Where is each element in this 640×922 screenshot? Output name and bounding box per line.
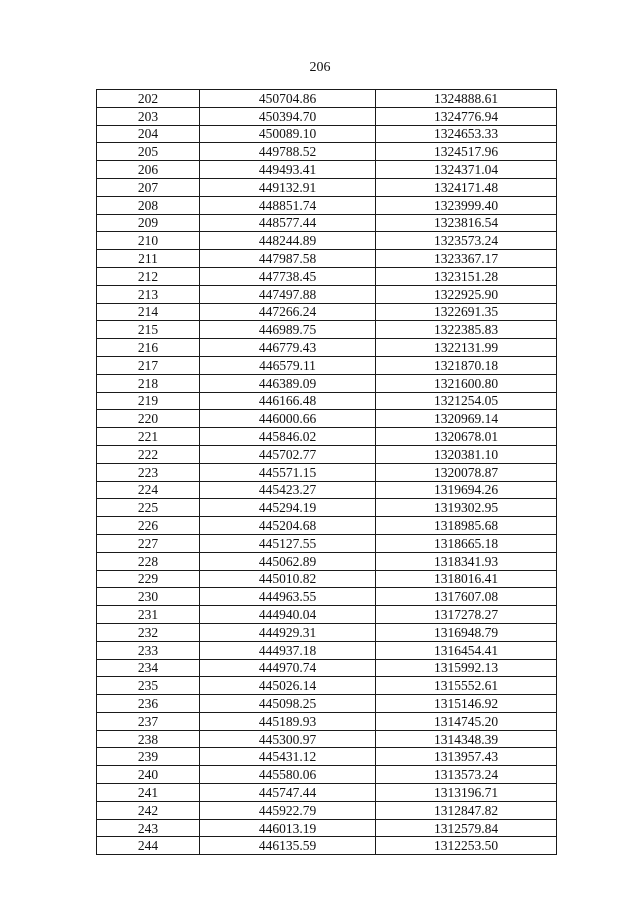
table-row <box>97 214 557 232</box>
x-coordinate-cell: 445702.77 <box>200 445 376 463</box>
table-row <box>97 428 557 446</box>
y-coordinate-cell: 1320678.01 <box>376 428 557 446</box>
point-number-cell: 228 <box>97 552 200 570</box>
table-row <box>97 730 557 748</box>
table-row <box>97 517 557 535</box>
point-number-cell: 242 <box>97 801 200 819</box>
table-row <box>97 196 557 214</box>
point-number-cell: 234 <box>97 659 200 677</box>
y-coordinate-cell: 1321254.05 <box>376 392 557 410</box>
table-row <box>97 125 557 143</box>
x-coordinate-cell: 449788.52 <box>200 143 376 161</box>
x-coordinate-cell: 447987.58 <box>200 250 376 268</box>
point-number-cell: 224 <box>97 481 200 499</box>
point-number-cell: 220 <box>97 410 200 428</box>
table-row <box>97 410 557 428</box>
point-number-cell: 229 <box>97 570 200 588</box>
coordinates-table-body <box>97 90 557 855</box>
point-number-cell: 230 <box>97 588 200 606</box>
x-coordinate-cell: 449132.91 <box>200 178 376 196</box>
table-row <box>97 695 557 713</box>
table-row <box>97 321 557 339</box>
table-row <box>97 303 557 321</box>
y-coordinate-cell: 1320381.10 <box>376 445 557 463</box>
point-number-cell: 205 <box>97 143 200 161</box>
y-coordinate-cell: 1324776.94 <box>376 107 557 125</box>
point-number-cell: 216 <box>97 339 200 357</box>
point-number-cell: 238 <box>97 730 200 748</box>
table-row <box>97 481 557 499</box>
point-number-cell: 223 <box>97 463 200 481</box>
table-row <box>97 392 557 410</box>
y-coordinate-cell: 1313196.71 <box>376 784 557 802</box>
x-coordinate-cell: 445098.25 <box>200 695 376 713</box>
page-number: 206 <box>309 60 331 75</box>
y-coordinate-cell: 1317278.27 <box>376 606 557 624</box>
y-coordinate-cell: 1323999.40 <box>376 196 557 214</box>
point-number-cell: 236 <box>97 695 200 713</box>
x-coordinate-cell: 447497.88 <box>200 285 376 303</box>
x-coordinate-cell: 447738.45 <box>200 267 376 285</box>
y-coordinate-cell: 1323573.24 <box>376 232 557 250</box>
table-row <box>97 374 557 392</box>
point-number-cell: 241 <box>97 784 200 802</box>
table-row <box>97 801 557 819</box>
x-coordinate-cell: 444937.18 <box>200 641 376 659</box>
y-coordinate-cell: 1318016.41 <box>376 570 557 588</box>
table-row <box>97 623 557 641</box>
y-coordinate-cell: 1324171.48 <box>376 178 557 196</box>
table-row <box>97 534 557 552</box>
table-row <box>97 267 557 285</box>
x-coordinate-cell: 445189.93 <box>200 712 376 730</box>
y-coordinate-cell: 1324888.61 <box>376 90 557 108</box>
point-number-cell: 210 <box>97 232 200 250</box>
x-coordinate-cell: 444929.31 <box>200 623 376 641</box>
table-row <box>97 356 557 374</box>
x-coordinate-cell: 450089.10 <box>200 125 376 143</box>
x-coordinate-cell: 445571.15 <box>200 463 376 481</box>
y-coordinate-cell: 1313573.24 <box>376 766 557 784</box>
x-coordinate-cell: 445580.06 <box>200 766 376 784</box>
x-coordinate-cell: 444963.55 <box>200 588 376 606</box>
x-coordinate-cell: 444970.74 <box>200 659 376 677</box>
table-row <box>97 90 557 108</box>
point-number-cell: 244 <box>97 837 200 855</box>
table-row <box>97 499 557 517</box>
x-coordinate-cell: 450704.86 <box>200 90 376 108</box>
table-row <box>97 659 557 677</box>
x-coordinate-cell: 445431.12 <box>200 748 376 766</box>
point-number-cell: 217 <box>97 356 200 374</box>
x-coordinate-cell: 446166.48 <box>200 392 376 410</box>
table-row <box>97 178 557 196</box>
point-number-cell: 237 <box>97 712 200 730</box>
table-row <box>97 837 557 855</box>
coordinates-table <box>96 89 557 855</box>
table-row <box>97 712 557 730</box>
point-number-cell: 235 <box>97 677 200 695</box>
x-coordinate-cell: 445204.68 <box>200 517 376 535</box>
table-row <box>97 143 557 161</box>
point-number-cell: 211 <box>97 250 200 268</box>
y-coordinate-cell: 1318665.18 <box>376 534 557 552</box>
point-number-cell: 203 <box>97 107 200 125</box>
table-row <box>97 161 557 179</box>
point-number-cell: 239 <box>97 748 200 766</box>
y-coordinate-cell: 1312579.84 <box>376 819 557 837</box>
x-coordinate-cell: 445026.14 <box>200 677 376 695</box>
y-coordinate-cell: 1323151.28 <box>376 267 557 285</box>
x-coordinate-cell: 445010.82 <box>200 570 376 588</box>
y-coordinate-cell: 1322691.35 <box>376 303 557 321</box>
point-number-cell: 212 <box>97 267 200 285</box>
point-number-cell: 243 <box>97 819 200 837</box>
x-coordinate-cell: 446989.75 <box>200 321 376 339</box>
table-row <box>97 766 557 784</box>
point-number-cell: 227 <box>97 534 200 552</box>
y-coordinate-cell: 1324517.96 <box>376 143 557 161</box>
y-coordinate-cell: 1312253.50 <box>376 837 557 855</box>
x-coordinate-cell: 445062.89 <box>200 552 376 570</box>
x-coordinate-cell: 448577.44 <box>200 214 376 232</box>
table-row <box>97 552 557 570</box>
x-coordinate-cell: 449493.41 <box>200 161 376 179</box>
point-number-cell: 231 <box>97 606 200 624</box>
table-row <box>97 570 557 588</box>
y-coordinate-cell: 1323816.54 <box>376 214 557 232</box>
table-row <box>97 677 557 695</box>
y-coordinate-cell: 1320078.87 <box>376 463 557 481</box>
table-row <box>97 606 557 624</box>
y-coordinate-cell: 1317607.08 <box>376 588 557 606</box>
x-coordinate-cell: 445747.44 <box>200 784 376 802</box>
x-coordinate-cell: 446389.09 <box>200 374 376 392</box>
point-number-cell: 209 <box>97 214 200 232</box>
y-coordinate-cell: 1318985.68 <box>376 517 557 535</box>
y-coordinate-cell: 1321870.18 <box>376 356 557 374</box>
y-coordinate-cell: 1315552.61 <box>376 677 557 695</box>
x-coordinate-cell: 447266.24 <box>200 303 376 321</box>
point-number-cell: 202 <box>97 90 200 108</box>
y-coordinate-cell: 1323367.17 <box>376 250 557 268</box>
y-coordinate-cell: 1319694.26 <box>376 481 557 499</box>
point-number-cell: 226 <box>97 517 200 535</box>
y-coordinate-cell: 1315992.13 <box>376 659 557 677</box>
x-coordinate-cell: 445294.19 <box>200 499 376 517</box>
point-number-cell: 213 <box>97 285 200 303</box>
y-coordinate-cell: 1316948.79 <box>376 623 557 641</box>
point-number-cell: 208 <box>97 196 200 214</box>
point-number-cell: 221 <box>97 428 200 446</box>
table-row <box>97 784 557 802</box>
y-coordinate-cell: 1322925.90 <box>376 285 557 303</box>
y-coordinate-cell: 1319302.95 <box>376 499 557 517</box>
x-coordinate-cell: 446579.11 <box>200 356 376 374</box>
table-row <box>97 107 557 125</box>
point-number-cell: 225 <box>97 499 200 517</box>
y-coordinate-cell: 1321600.80 <box>376 374 557 392</box>
point-number-cell: 240 <box>97 766 200 784</box>
y-coordinate-cell: 1314348.39 <box>376 730 557 748</box>
point-number-cell: 206 <box>97 161 200 179</box>
table-row <box>97 250 557 268</box>
y-coordinate-cell: 1318341.93 <box>376 552 557 570</box>
point-number-cell: 207 <box>97 178 200 196</box>
x-coordinate-cell: 446779.43 <box>200 339 376 357</box>
point-number-cell: 215 <box>97 321 200 339</box>
y-coordinate-cell: 1314745.20 <box>376 712 557 730</box>
x-coordinate-cell: 446000.66 <box>200 410 376 428</box>
point-number-cell: 233 <box>97 641 200 659</box>
point-number-cell: 232 <box>97 623 200 641</box>
x-coordinate-cell: 445922.79 <box>200 801 376 819</box>
point-number-cell: 222 <box>97 445 200 463</box>
x-coordinate-cell: 450394.70 <box>200 107 376 125</box>
y-coordinate-cell: 1313957.43 <box>376 748 557 766</box>
table-row <box>97 445 557 463</box>
x-coordinate-cell: 448851.74 <box>200 196 376 214</box>
y-coordinate-cell: 1322385.83 <box>376 321 557 339</box>
table-row <box>97 463 557 481</box>
x-coordinate-cell: 446135.59 <box>200 837 376 855</box>
y-coordinate-cell: 1320969.14 <box>376 410 557 428</box>
table-row <box>97 819 557 837</box>
y-coordinate-cell: 1324653.33 <box>376 125 557 143</box>
y-coordinate-cell: 1315146.92 <box>376 695 557 713</box>
table-row <box>97 339 557 357</box>
y-coordinate-cell: 1316454.41 <box>376 641 557 659</box>
point-number-cell: 218 <box>97 374 200 392</box>
table-row <box>97 285 557 303</box>
y-coordinate-cell: 1324371.04 <box>376 161 557 179</box>
y-coordinate-cell: 1322131.99 <box>376 339 557 357</box>
x-coordinate-cell: 445846.02 <box>200 428 376 446</box>
point-number-cell: 219 <box>97 392 200 410</box>
x-coordinate-cell: 445300.97 <box>200 730 376 748</box>
x-coordinate-cell: 445423.27 <box>200 481 376 499</box>
x-coordinate-cell: 448244.89 <box>200 232 376 250</box>
point-number-cell: 204 <box>97 125 200 143</box>
table-row <box>97 232 557 250</box>
x-coordinate-cell: 444940.04 <box>200 606 376 624</box>
x-coordinate-cell: 445127.55 <box>200 534 376 552</box>
table-row <box>97 641 557 659</box>
point-number-cell: 214 <box>97 303 200 321</box>
x-coordinate-cell: 446013.19 <box>200 819 376 837</box>
table-row <box>97 748 557 766</box>
table-row <box>97 588 557 606</box>
y-coordinate-cell: 1312847.82 <box>376 801 557 819</box>
